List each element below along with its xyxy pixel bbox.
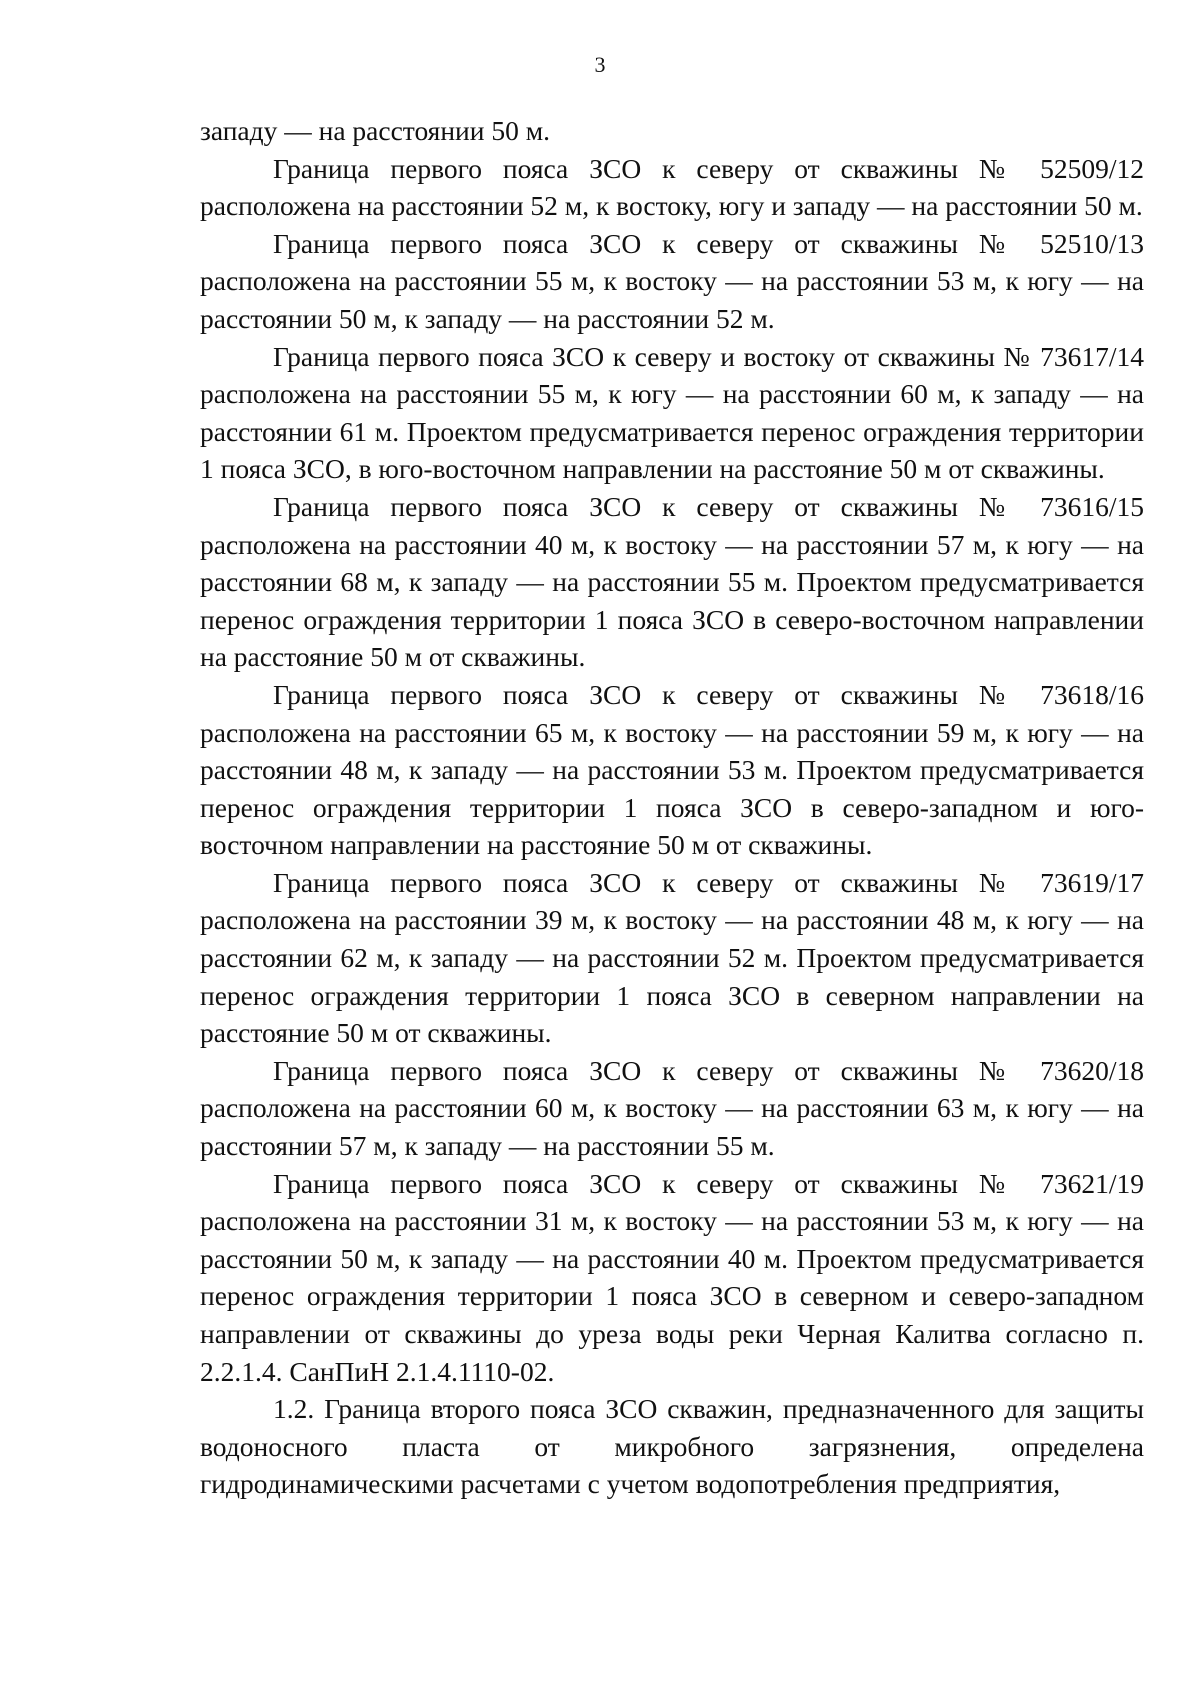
- paragraph-well-52510-13: Граница первого пояса ЗСО к северу от скважины № 52510/13 расположена на расстоянии 55 м, к востоку — на расстоянии 53 м, к югу — на расстоянии 50 м, к западу — на расстоянии 52 м.: [200, 227, 1144, 334]
- paragraph-well-73620-18: Граница первого пояса ЗСО к северу от скважины № 73620/18 расположена на расстоянии 60 м, к востоку — на расстоянии 63 м, к югу — на расстоянии 57 м, к западу — на расстоянии 55 м.: [200, 1054, 1144, 1162]
- paragraph-well-73616-15: Граница первого пояса ЗСО к северу от скважины № 73616/15 расположена на расстоянии 40 м, к востоку — на расстоянии 57 м, к югу — на расстоянии 68 м, к западу — на расстоянии 55 м. Проектом предусматривается перенос ограждения территории 1 пояса ЗСО в северо-восточном направлении на расстояние 50 м от скважины.: [200, 490, 1144, 673]
- paragraph-well-73621-19: Граница первого пояса ЗСО к северу от скважины № 73621/19 расположена на расстоянии 31 м, к востоку — на расстоянии 53 м, к югу — на расстоянии 50 м, к западу — на расстоянии 40 м. Проектом предусматривается перенос ограждения территории 1 пояса ЗСО в северном и северо-западном направлении от скважины до уреза воды реки Черная Калитва согласно п. 2.2.1.4. СанПиН 2.1.4.1110-02.: [200, 1167, 1144, 1387]
- page-number: 3: [594, 52, 606, 77]
- paragraph-well-73618-16: Граница первого пояса ЗСО к северу от скважины № 73618/16 расположена на расстоянии 65 м, к востоку — на расстоянии 59 м, к югу — на расстоянии 48 м, к западу — на расстоянии 53 м. Проектом предусматривается перенос ограждения территории 1 пояса ЗСО в северо-западном и юго-восточном направлении на расстояние 50 м от скважины.: [200, 678, 1144, 861]
- paragraph-well-73617-14: Граница первого пояса ЗСО к северу и востоку от скважины № 73617/14 расположена на расстоянии 55 м, к югу — на расстоянии 60 м, к западу — на расстоянии 61 м. Проектом предусматривается перенос ограждения территории 1 пояса ЗСО, в юго-восточном направлении на расстояние 50 м от скважины.: [200, 340, 1144, 485]
- document-body: [200, 112, 1144, 1503]
- paragraph-continuation: западу — на расстоянии 50 м.: [200, 115, 550, 146]
- paragraph-well-73619-17: Граница первого пояса ЗСО к северу от скважины № 73619/17 расположена на расстоянии 39 м, к востоку — на расстоянии 48 м, к югу — на расстоянии 62 м, к западу — на расстоянии 52 м. Проектом предусматривается перенос ограждения территории 1 пояса ЗСО в северном направлении на расстояние 50 м от скважины.: [200, 866, 1144, 1049]
- paragraph-section-1-2: 1.2. Граница второго пояса ЗСО скважин, предназначенного для защиты водоносного пласта от микробного загрязнения, определена гидродинамическими расчетами с учетом водопотребления предприятия,: [200, 1393, 1144, 1500]
- paragraph-well-52509-12: Граница первого пояса ЗСО к северу от скважины № 52509/12 расположена на расстоянии 52 м, к востоку, югу и западу — на расстоянии 50 м.: [200, 152, 1144, 222]
